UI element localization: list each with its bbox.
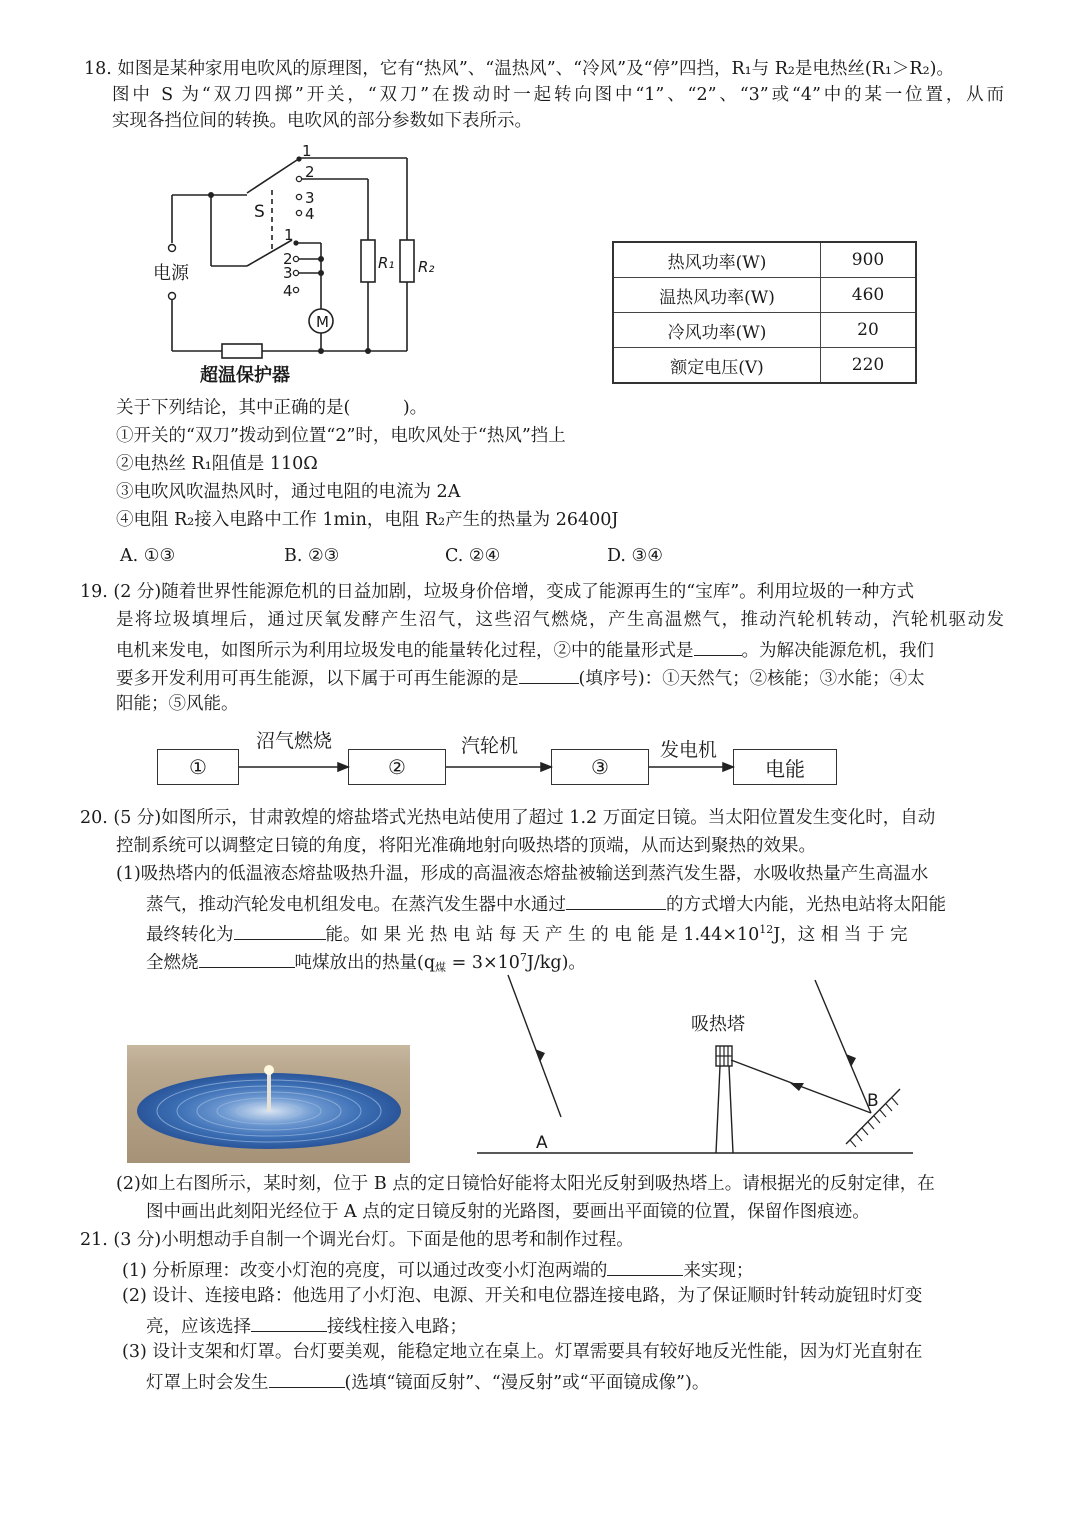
- upper-position-2: 2: [305, 163, 315, 181]
- lower-position-4: 4: [283, 282, 293, 300]
- q19-line-4-text-a: 要多开发利用可再生能源，以下属于可再生能源的是: [116, 669, 519, 689]
- r1-label: R₁: [378, 254, 395, 272]
- flow-box-4: 电能: [733, 749, 837, 785]
- q20-part1-line-2-text-b: 的方式增大内能，光热电站将太阳能: [666, 895, 946, 915]
- q20-line-1: 20. (5 分)如图所示，甘肃敦煌的熔盐塔式光热电站使用了超过 1.2 万面定日镜。当太阳位置发生变化时，自动: [80, 808, 936, 828]
- q19-line-3: [116, 635, 934, 664]
- flow-arrows: [239, 755, 739, 779]
- q19-line-5: 阳能；⑤风能。: [116, 694, 239, 714]
- q21-part1-text-a: (1) 分析原理：改变小灯泡的亮度，可以通过改变小灯泡两端的: [122, 1261, 608, 1281]
- table-row: [613, 242, 916, 278]
- motor-label: M: [316, 313, 329, 331]
- q21-part2-line-1: (2) 设计、连接电路：他选用了小灯泡、电源、开关和电位器连接电路，为了保证顺时针转动旋钮时灯变: [122, 1286, 923, 1306]
- table-value: 220: [821, 348, 917, 384]
- q21-part2-line-2: [146, 1311, 467, 1340]
- q20-part1-line-3: [146, 917, 908, 948]
- flow-box-3: ③: [551, 749, 649, 785]
- q18-statement-1: ①开关的“双刀”拨动到位置“2”时，电吹风处于“热风”挡上: [116, 426, 566, 446]
- r2-label: R₂: [418, 258, 435, 276]
- option-a[interactable]: A. ①③: [120, 546, 176, 566]
- q21-part3-line-2: [146, 1367, 709, 1396]
- q20-line-2: 控制系统可以调整定日镜的角度，将阳光准确地射向吸热塔的顶端，从而达到聚热的效果。: [116, 836, 816, 856]
- switch-label: S: [254, 202, 265, 222]
- q21-part3-line-1: (3) 设计支架和灯罩。台灯要美观，能稳定地立在桌上。灯罩需要具有较好地反光性能，因为灯光直射在: [122, 1342, 923, 1362]
- q20-coal-subscript: 煤: [435, 961, 447, 974]
- q20-part1-line-3-text-a: 最终转化为: [146, 925, 234, 945]
- q21-answer-blank-3[interactable]: [269, 1367, 345, 1388]
- table-key: 热风功率(W): [613, 242, 821, 278]
- q18-line-2: 图中 S 为“双刀四掷”开关，“双刀”在拨动时一起转向图中“1”、“2”、“3”或“4”中的某一位置，从而: [112, 85, 1004, 105]
- q18-statement-2: ②电热丝 R₁阻值是 110Ω: [116, 454, 318, 474]
- q20-part1-line-1: (1)吸热塔内的低温液态熔盐吸热升温，形成的高温液态熔盐被输送到蒸汽发生器，水吸收热量产生高温水: [116, 864, 929, 884]
- q21-part2-text-a: 亮，应该选择: [146, 1317, 251, 1337]
- point-a-label: A: [536, 1133, 548, 1153]
- q19-line-2: 是将垃圾填埋后，通过厌氧发酵产生沼气，这些沼气燃烧，产生高温燃气，推动汽轮机转动，汽轮机驱动发: [116, 610, 1004, 630]
- parameter-table: [612, 241, 917, 384]
- q20-part1-line-2-text-a: 蒸气，推动汽轮发电机组发电。在蒸汽发生器中水通过: [146, 895, 566, 915]
- r1-resistor: [361, 240, 375, 282]
- q18-line-1: 18. 如图是某种家用电吹风的原理图，它有“热风”、“温热风”、“冷风”及“停”四挡，R₁与 R₂是电热丝(R₁＞R₂)。: [84, 59, 954, 79]
- q18-statement-3: ③电吹风吹温热风时，通过电阻的电流为 2A: [116, 482, 461, 502]
- q21-part3-text-a: 灯罩上时会发生: [146, 1373, 269, 1393]
- table-row: [613, 348, 916, 384]
- table-value: 20: [821, 313, 917, 348]
- q20-part1-line-4-text-a: 全燃烧: [146, 953, 199, 973]
- q21-part1-text-b: 来实现；: [683, 1261, 754, 1281]
- lower-position-2: 2: [283, 250, 293, 268]
- upper-position-1: 1: [302, 142, 312, 160]
- q21-part3-text-b: (选填“镜面反射”、“漫反射”或“平面镜成像”)。: [344, 1373, 710, 1393]
- over-temperature-protector: [222, 344, 262, 358]
- q21-part2-text-b: 接线柱接入电路；: [327, 1317, 467, 1337]
- q19-line-3-text-b: 。为解决能源危机，我们: [741, 641, 934, 661]
- q21-answer-blank-2[interactable]: [251, 1311, 327, 1332]
- table-row: [613, 313, 916, 348]
- q19-line-4-text-b: (填序号)：①天然气；②核能；③水能；④太: [578, 669, 925, 689]
- hairdryer-circuit-diagram: [140, 138, 440, 390]
- q20-part1-line-4-text-c: = 3×10: [446, 953, 520, 973]
- q20-part1-line-4-text-d: J/kg)。: [526, 953, 586, 973]
- q19-line-3-text-a: 电机来发电，如图所示为利用垃圾发电的能量转化过程，②中的能量形式是: [116, 641, 694, 661]
- flow-box-2: ②: [348, 749, 446, 785]
- table-row: [613, 278, 916, 313]
- r2-resistor: [400, 240, 414, 282]
- q20-exponent-12: 12: [759, 923, 774, 936]
- power-source-label: 电源: [153, 263, 189, 284]
- flow-arrow-label-1: 沼气燃烧: [256, 730, 333, 752]
- q21-part1-line: [122, 1255, 753, 1284]
- q20-part1-line-3-text-c: J，这 相 当 于 完: [773, 925, 908, 945]
- flow-arrow-label-2: 汽轮机: [461, 735, 519, 757]
- table-key: 温热风功率(W): [613, 278, 821, 313]
- protector-label: 超温保护器: [200, 365, 290, 386]
- flow-arrow-label-3: 发电机: [660, 739, 718, 761]
- option-d[interactable]: D. ③④: [607, 546, 663, 566]
- lower-position-1: 1: [284, 226, 294, 244]
- table-value: 460: [821, 278, 917, 313]
- absorber-tower-label: 吸热塔: [691, 1014, 745, 1035]
- q20-part1-line-2: [146, 889, 946, 918]
- q20-part2-line-1: (2)如上右图所示，某时刻，位于 B 点的定日镜恰好能将太阳光反射到吸热塔上。请根据光的反射定律，在: [116, 1174, 935, 1194]
- q20-part2-line-2: 图中画出此刻阳光经位于 A 点的定日镜反射的光路图，要画出平面镜的位置，保留作图痕迹。: [146, 1202, 870, 1222]
- q20-part1-line-4-text-b: 吨煤放出的热量(q: [294, 953, 436, 973]
- q20-part1-line-3-text-b: 能。如 果 光 热 电 站 每 天 产 生 的 电 能 是 1.44×10: [325, 925, 760, 945]
- option-c[interactable]: C. ②④: [445, 546, 501, 566]
- q20-answer-blank-1[interactable]: [566, 889, 666, 910]
- table-key: 额定电压(V): [613, 348, 821, 384]
- point-b-label: B: [867, 1091, 879, 1111]
- table-key: 冷风功率(W): [613, 313, 821, 348]
- lower-position-3: 3: [283, 264, 293, 282]
- q18-line-3: 实现各挡位间的转换。电吹风的部分参数如下表所示。: [112, 111, 532, 131]
- q19-answer-blank-2[interactable]: [519, 663, 579, 684]
- q20-answer-blank-3[interactable]: [199, 947, 295, 968]
- table-value: 900: [821, 242, 917, 278]
- flow-box-1: ①: [157, 749, 239, 785]
- option-b[interactable]: B. ②③: [284, 546, 340, 566]
- q21-answer-blank-1[interactable]: [607, 1255, 683, 1276]
- upper-position-3: 3: [305, 189, 315, 207]
- q19-line-4: [116, 663, 925, 692]
- upper-position-4: 4: [305, 205, 315, 223]
- heliostat-reflection-diagram: [470, 968, 920, 1168]
- q20-answer-blank-2[interactable]: [234, 919, 326, 940]
- solar-power-station-photo: [127, 1045, 410, 1163]
- q19-line-1: 19. (2 分)随着世界性能源危机的日益加剧，垃圾身价倍增，变成了能源再生的“宝库”。利用垃圾的一种方式: [80, 582, 915, 602]
- q20-exponent-7: 7: [519, 951, 527, 964]
- q18-statement-4: ④电阻 R₂接入电路中工作 1min，电阻 R₂产生的热量为 26400J: [116, 510, 619, 530]
- q19-answer-blank-1[interactable]: [694, 635, 742, 656]
- q18-prompt: 关于下列结论，其中正确的是( )。: [116, 398, 428, 418]
- q21-line-1: 21. (3 分)小明想动手自制一个调光台灯。下面是他的思考和制作过程。: [80, 1230, 634, 1250]
